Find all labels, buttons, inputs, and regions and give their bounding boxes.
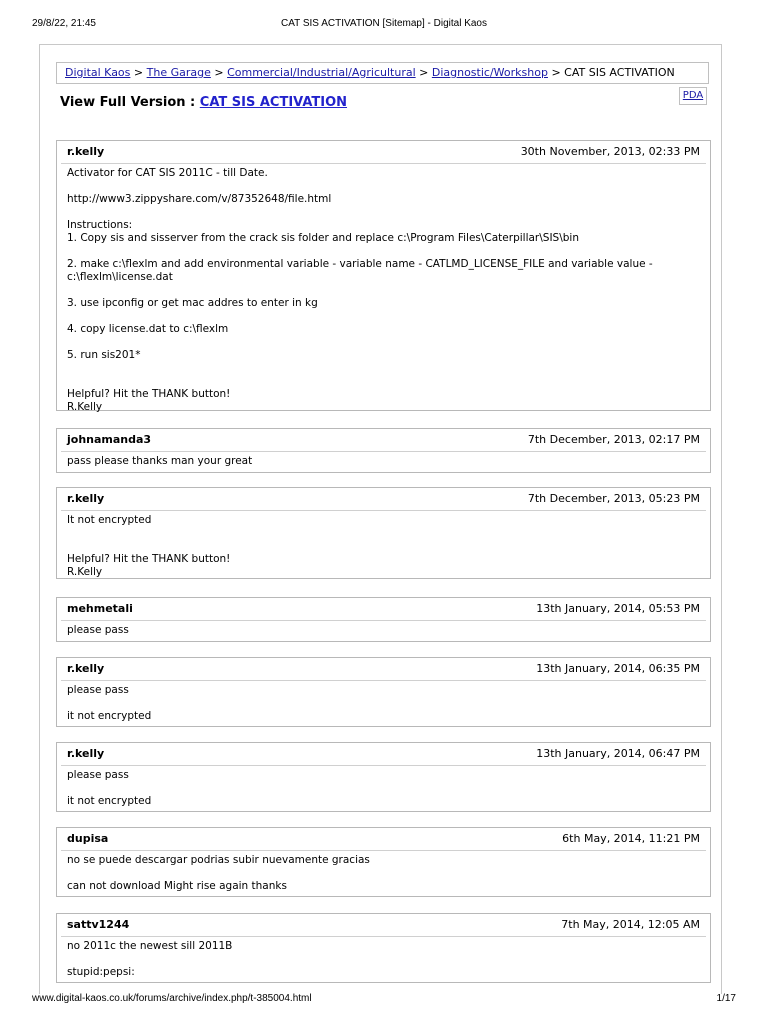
- print-url: www.digital-kaos.co.uk/forums/archive/index.php/t-385004.html: [32, 993, 312, 1004]
- archive-page: [39, 44, 722, 994]
- breadcrumb-separator: >: [214, 66, 224, 79]
- breadcrumb: [56, 62, 709, 84]
- post: [56, 428, 711, 473]
- post: [56, 597, 711, 642]
- post: [56, 913, 711, 983]
- breadcrumb-separator: >: [419, 66, 429, 79]
- view-full-version: [60, 95, 347, 110]
- post-date: 6th May, 2014, 11:21 PM: [562, 832, 700, 845]
- breadcrumb-link-commercial[interactable]: Commercial/Industrial/Agricultural: [227, 66, 416, 79]
- breadcrumb-link-the-garage[interactable]: The Garage: [146, 66, 211, 79]
- view-full-label: View Full Version :: [60, 95, 196, 110]
- post-date: 13th January, 2014, 06:35 PM: [536, 662, 700, 675]
- post-body: please pass: [67, 624, 129, 636]
- post-date: 7th May, 2014, 12:05 AM: [561, 918, 700, 931]
- post-username: johnamanda3: [67, 433, 152, 446]
- breadcrumb-link-diagnostic[interactable]: Diagnostic/Workshop: [431, 66, 548, 79]
- post-username: r.kelly: [67, 492, 105, 505]
- post-username: r.kelly: [67, 747, 105, 760]
- print-header: [32, 18, 736, 32]
- post-body: no se puede descargar podrias subir nuevamente gracias can not download Might rise again thanks: [67, 854, 370, 892]
- post-header: [61, 141, 706, 164]
- post-body: please pass it not encrypted: [67, 769, 152, 807]
- post-username: r.kelly: [67, 662, 105, 675]
- breadcrumb-separator: >: [551, 66, 561, 79]
- breadcrumb-current: CAT SIS ACTIVATION: [564, 66, 675, 79]
- post-date: 7th December, 2013, 05:23 PM: [527, 492, 700, 505]
- post-username: mehmetali: [67, 602, 133, 615]
- post-body: Activator for CAT SIS 2011C - till Date. http://www3.zippyshare.com/v/87352648/file.html Instructions: 1. Copy sis and sisserver from the crack sis folder and replace c:\Program Files\Caterpillar\SIS\bin 2. make c:\flexlm and add environmental variable - variable name - CATLMD_LICENSE_FILE and variable value - c:\flexlm\license.dat 3. use ipconfig or get mac addres to enter in kg 4. copy license.dat to c:\flexlm 5. run sis201* Helpful? Hit the THANK button! R.Kelly: [67, 167, 653, 413]
- post-username: dupisa: [67, 832, 109, 845]
- post-header: [61, 488, 706, 511]
- breadcrumb-link-digital-kaos[interactable]: Digital Kaos: [65, 66, 131, 79]
- pda-box: [679, 87, 707, 105]
- post-body: please pass it not encrypted: [67, 684, 152, 722]
- post-date: 7th December, 2013, 02:17 PM: [527, 433, 700, 446]
- print-page-title: CAT SIS ACTIVATION [Sitemap] - Digital Kaos: [281, 18, 487, 29]
- post-header: [61, 828, 706, 851]
- post-header: [61, 429, 706, 452]
- post-username: sattv1244: [67, 918, 130, 931]
- print-footer: [32, 993, 736, 1007]
- post-date: 30th November, 2013, 02:33 PM: [520, 145, 700, 158]
- post-body: pass please thanks man your great: [67, 455, 253, 467]
- pda-link[interactable]: PDA: [682, 90, 704, 101]
- post: [56, 827, 711, 897]
- post: [56, 140, 711, 411]
- post-username: r.kelly: [67, 145, 105, 158]
- post-date: 13th January, 2014, 06:47 PM: [536, 747, 700, 760]
- post: [56, 657, 711, 727]
- post: [56, 487, 711, 579]
- post-header: [61, 914, 706, 937]
- view-full-link[interactable]: CAT SIS ACTIVATION: [199, 95, 348, 110]
- post-header: [61, 743, 706, 766]
- post-body: It not encrypted Helpful? Hit the THANK button! R.Kelly: [67, 514, 231, 578]
- post-date: 13th January, 2014, 05:53 PM: [536, 602, 700, 615]
- print-datetime: 29/8/22, 21:45: [32, 18, 96, 29]
- breadcrumb-separator: >: [133, 66, 144, 79]
- post-body: no 2011c the newest sill 2011B stupid:pepsi:: [67, 940, 233, 978]
- post-header: [61, 598, 706, 621]
- post-header: [61, 658, 706, 681]
- print-page-number: 1/17: [716, 993, 736, 1004]
- post: [56, 742, 711, 812]
